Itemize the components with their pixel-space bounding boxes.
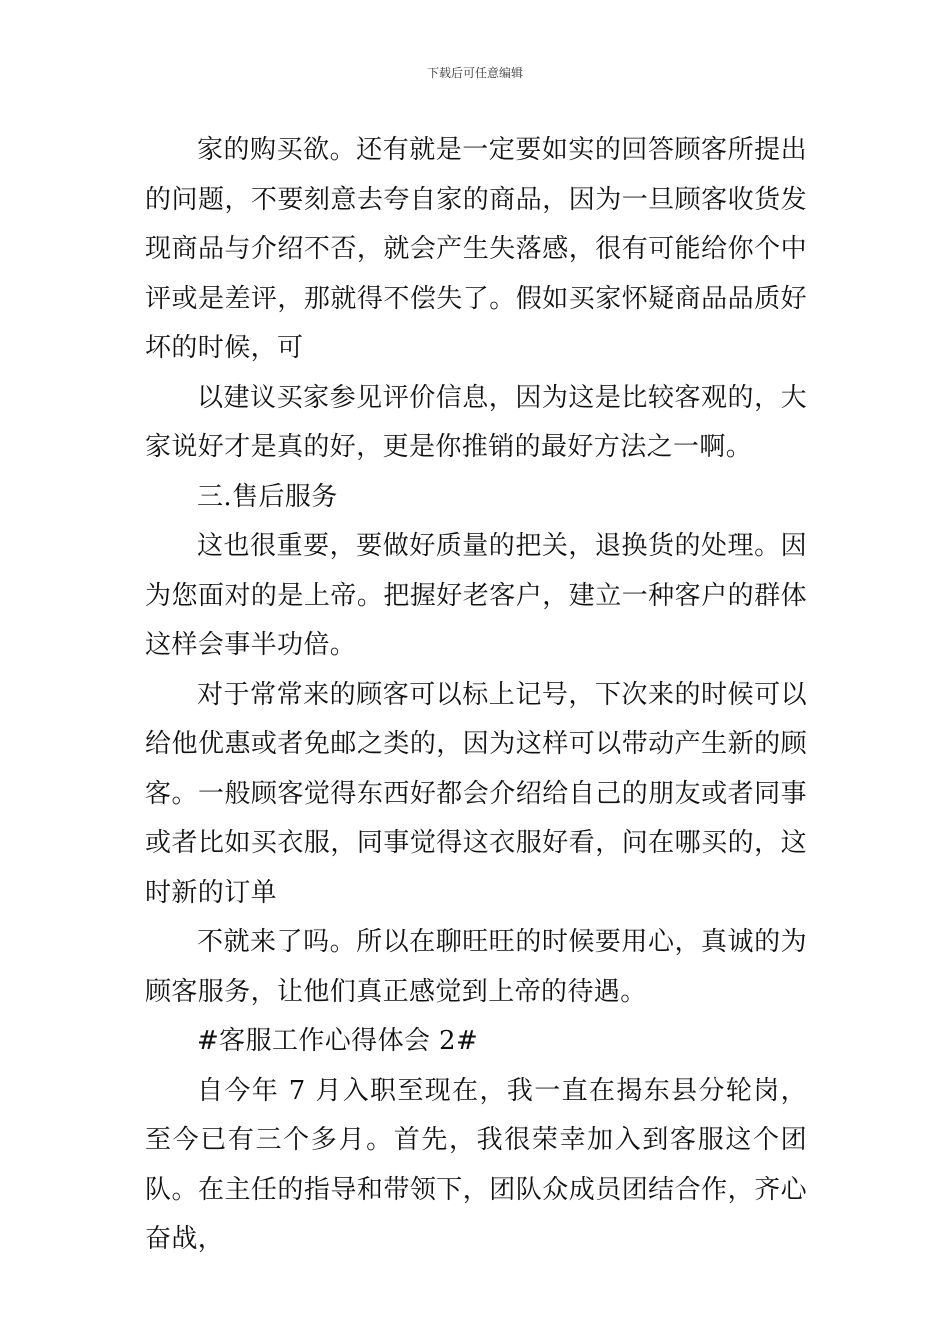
paragraph-3: 这也很重要，要做好质量的把关，退换货的处理。因为您面对的是上帝。把握好老客户，建立一种客户的群体这样会事半功倍。	[145, 531, 807, 660]
paragraph-6: 自今年 7 月入职至现在，我一直在揭东县分轮岗，至今已有三个多月。首先，我很荣幸加入到客服这个团队。在主任的指导和带领下，团队众成员团结合作，齐心奋战，	[145, 1075, 807, 1254]
section-heading-after-sales: 三.售后服务	[197, 481, 338, 512]
paragraph-2: 以建议买家参见评价信息，因为这是比较客观的，大家说好才是真的好，更是你推销的最好方法之一啊。	[145, 382, 807, 462]
paragraph-1: 家的购买欲。还有就是一定要如实的回答顾客所提出的问题，不要刻意去夸自家的商品，因为一旦顾客收货发现商品与介绍不否，就会产生失落感，很有可能给你个中评或是差评，那就得不偿失了。假如买家怀疑商品品质好坏的时候，可	[145, 135, 807, 363]
page-header-note: 下载后可任意编辑	[426, 66, 523, 80]
document-body	[145, 126, 807, 1265]
article-heading-2: #客服工作心得体会 2#	[197, 1026, 479, 1056]
paragraph-5: 不就来了吗。所以在聊旺旺的时候要用心，真诚的为顾客服务，让他们真正感觉到上帝的待遇。	[145, 927, 807, 1007]
paragraph-4: 对于常常来的顾客可以标上记号，下次来的时候可以给他优惠或者免邮之类的，因为这样可以带动产生新的顾客。一般顾客觉得东西好都会介绍给自己的朋友或者同事或者比如买衣服，同事觉得这衣服好看，问在哪买的，这时新的订单	[145, 679, 807, 908]
